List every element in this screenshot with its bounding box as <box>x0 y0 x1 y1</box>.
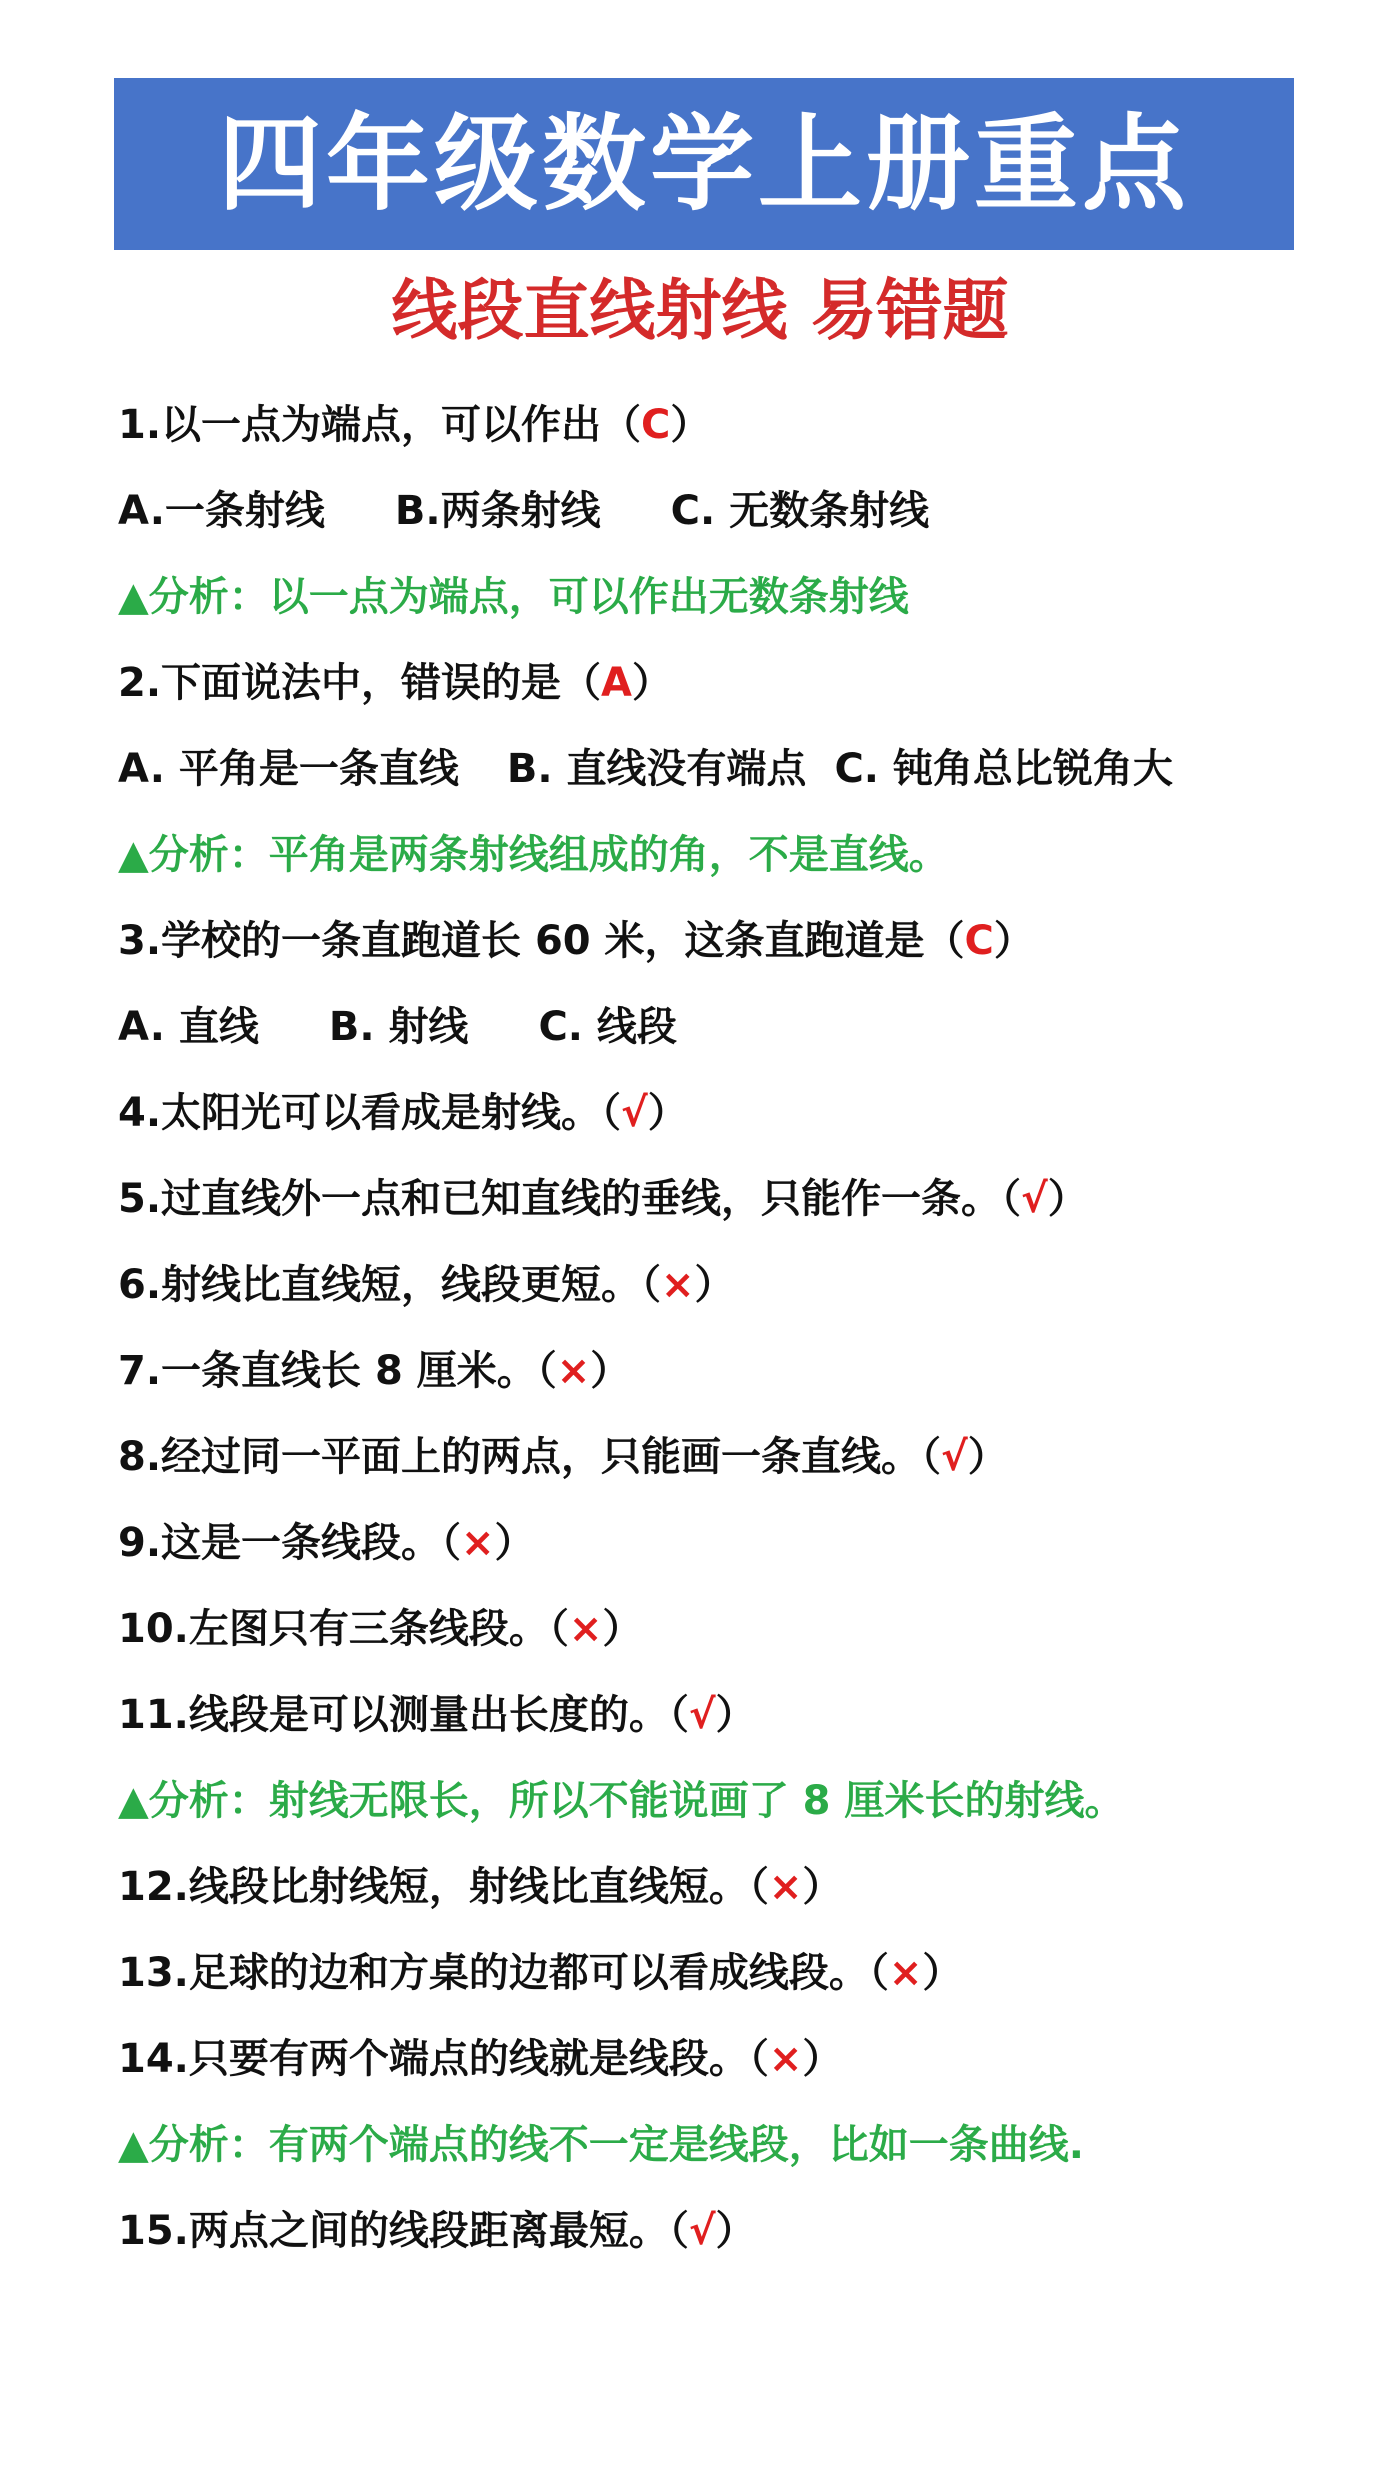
question-text: 9.这是一条线段。（ <box>118 1520 462 1566</box>
option-a: A. 平角是一条直线 <box>118 746 459 792</box>
question-text: 7.一条直线长 8 厘米。（ <box>118 1348 557 1394</box>
question-14-analysis: ▲分析：有两个端点的线不一定是线段，比如一条曲线. <box>118 2122 1084 2168</box>
question-text: 8.经过同一平面上的两点，只能画一条直线。（ <box>118 1434 942 1480</box>
page-subtitle: 线段直线射线 易错题 <box>391 272 1009 349</box>
answer-mark: √ <box>1021 1176 1048 1222</box>
question-list <box>118 388 1388 2280</box>
option-b: B. 直线没有端点 <box>506 746 807 792</box>
question-13 <box>118 1936 1388 2022</box>
question-4 <box>118 1076 1388 1162</box>
question-11-analysis: ▲分析：射线无限长，所以不能说画了 8 厘米长的射线。 <box>118 1778 1125 1824</box>
answer-mark: √ <box>688 2208 716 2254</box>
question-1-options <box>118 474 1388 560</box>
question-text: 11.线段是可以测量出长度的。（ <box>118 1692 689 1738</box>
question-8 <box>118 1420 1388 1506</box>
close-paren: ） <box>922 1950 963 1996</box>
question-5 <box>118 1162 1388 1248</box>
question-10 <box>118 1592 1388 1678</box>
answer-mark: × <box>768 1864 803 1910</box>
title-banner <box>114 78 1294 250</box>
question-text: 14.只要有两个端点的线就是线段。（ <box>118 2036 769 2082</box>
question-text: 15.两点之间的线段距离最短。（ <box>118 2208 689 2254</box>
question-1-analysis: ▲分析：以一点为端点，可以作出无数条射线 <box>118 574 909 620</box>
question-12 <box>118 1850 1388 1936</box>
question-text: 2.下面说法中，错误的是（ <box>118 660 602 706</box>
close-paren: ） <box>1047 1176 1088 1222</box>
close-paren: ） <box>993 918 1034 964</box>
question-2-analysis: ▲分析：平角是两条射线组成的角，不是直线。 <box>118 832 949 878</box>
page-title: 四年级数学上册重点 <box>217 103 1190 225</box>
option-b: B.两条射线 <box>394 488 601 534</box>
answer-mark: √ <box>688 1692 716 1738</box>
question-1 <box>118 388 1388 474</box>
question-2 <box>118 646 1388 732</box>
answer-mark: × <box>661 1262 695 1308</box>
close-paren: ） <box>967 1434 1008 1480</box>
question-7 <box>118 1334 1388 1420</box>
answer-mark: A <box>601 660 632 706</box>
question-11 <box>118 1678 1388 1764</box>
close-paren: ） <box>802 2036 843 2082</box>
option-a: A. 直线 <box>118 1004 259 1050</box>
question-text: 4.太阳光可以看成是射线。（ <box>118 1090 622 1136</box>
answer-mark: C <box>641 402 671 448</box>
close-paren: ） <box>590 1348 631 1394</box>
option-c: C. 无数条射线 <box>670 488 930 534</box>
option-b: B. 射线 <box>328 1004 469 1050</box>
question-15 <box>118 2194 1388 2280</box>
option-c: C. 线段 <box>538 1004 677 1050</box>
answer-mark: × <box>768 2036 803 2082</box>
option-a: A.一条射线 <box>118 488 325 534</box>
answer-mark: √ <box>621 1090 648 1136</box>
close-paren: ） <box>802 1864 843 1910</box>
question-2-options <box>118 732 1388 818</box>
answer-mark: × <box>461 1520 495 1566</box>
question-text: 1.以一点为端点，可以作出（ <box>118 402 642 448</box>
close-paren: ） <box>602 1606 643 1652</box>
answer-mark: × <box>556 1348 591 1394</box>
answer-mark: × <box>568 1606 603 1652</box>
question-14 <box>118 2022 1388 2108</box>
question-text: 5.过直线外一点和已知直线的垂线，只能作一条。（ <box>118 1176 1022 1222</box>
question-text: 6.射线比直线短，线段更短。（ <box>118 1262 662 1308</box>
question-3-options <box>118 990 1388 1076</box>
close-paren: ） <box>715 1692 756 1738</box>
close-paren: ） <box>647 1090 688 1136</box>
answer-mark: C <box>964 918 994 964</box>
close-paren: ） <box>715 2208 756 2254</box>
question-text: 3.学校的一条直跑道长 60 米，这条直跑道是（ <box>118 918 965 964</box>
answer-mark: × <box>888 1950 923 1996</box>
answer-mark: √ <box>941 1434 968 1480</box>
question-3 <box>118 904 1388 990</box>
question-6 <box>118 1248 1388 1334</box>
question-text: 13.足球的边和方桌的边都可以看成线段。（ <box>118 1950 889 1996</box>
close-paren: ） <box>694 1262 735 1308</box>
question-text: 10.左图只有三条线段。（ <box>118 1606 569 1652</box>
question-text: 12.线段比射线短，射线比直线短。（ <box>118 1864 769 1910</box>
option-c: C. 钝角总比锐角大 <box>834 746 1173 792</box>
close-paren: ） <box>494 1520 535 1566</box>
close-paren: ） <box>670 402 711 448</box>
close-paren: ） <box>632 660 672 706</box>
question-9 <box>118 1506 1388 1592</box>
